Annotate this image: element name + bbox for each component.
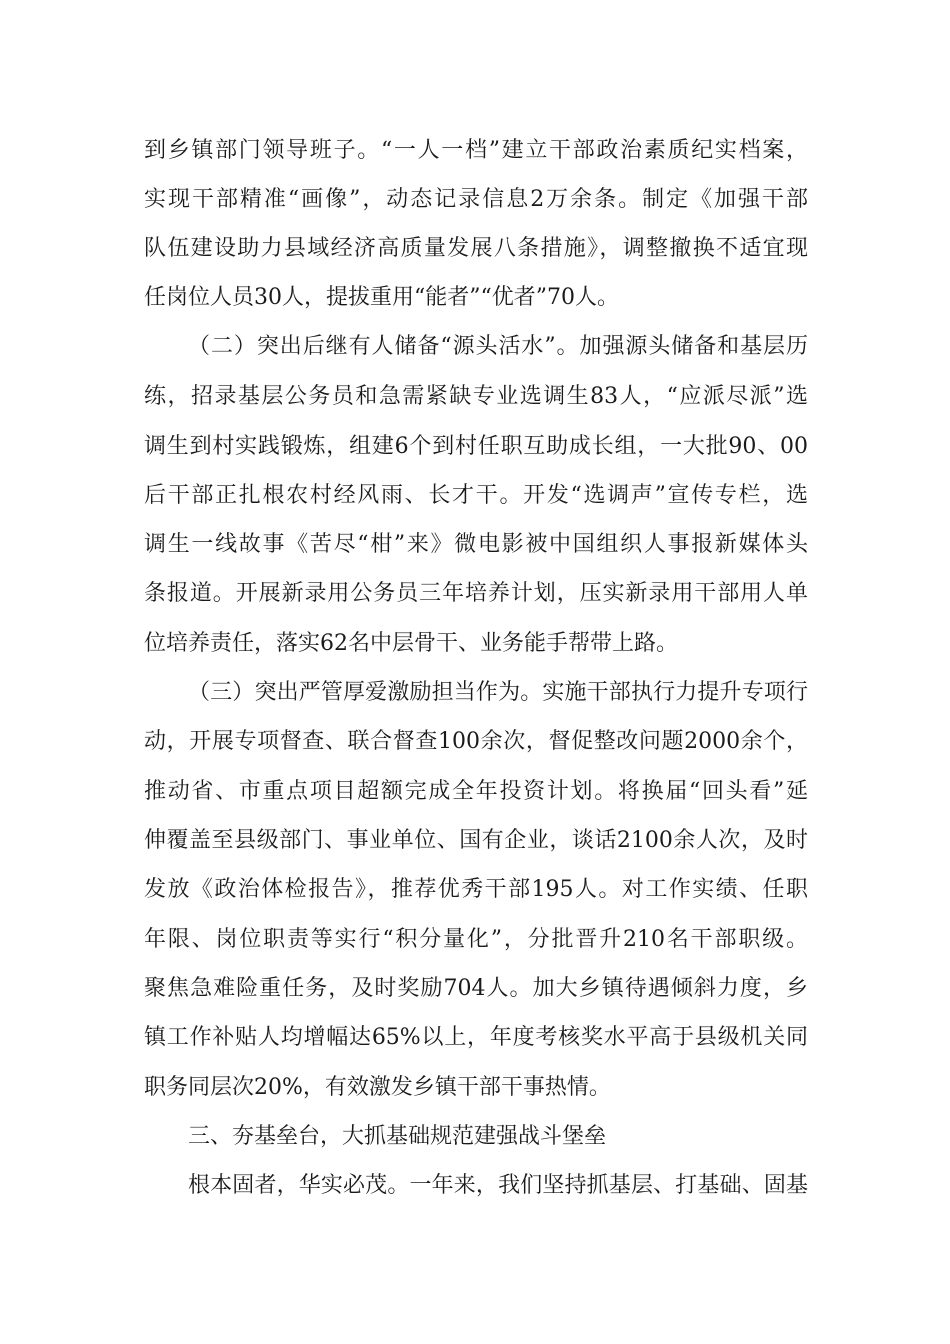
text-line: 条报道。开展新录用公务员三年培养计划，压实新录用干部用人单 [144, 581, 808, 606]
text-line: 职务同层次20%，有效激发乡镇干部干事热情。 [144, 1075, 611, 1100]
text-line: 练，招录基层公务员和急需紧缺专业选调生83人，“应派尽派”选 [144, 384, 808, 409]
paragraph-heading-line: （二）突出后继有人储备“源头活水”。加强源头储备和基层历 [188, 334, 808, 359]
text-line: 任岗位人员30人，提拔重用“能者”“优者”70人。 [144, 285, 619, 310]
paragraph-heading-line: （三）突出严管厚爱激励担当作为。实施干部执行力提升专项行 [188, 680, 808, 705]
text-line: 年限、岗位职责等实行“积分量化”，分批晋升210名干部职级。 [144, 927, 808, 952]
text-line: 实现干部精准“画像”，动态记录信息2万余条。制定《加强干部 [144, 187, 808, 212]
text-line: 推动省、市重点项目超额完成全年投资计划。将换届“回头看”延 [144, 779, 808, 804]
text-line: 动，开展专项督查、联合督查100余次，督促整改问题2000余个， [144, 729, 808, 754]
text-line: 调生到村实践锻炼，组建6个到村任职互助成长组，一大批90、00 [144, 434, 808, 459]
text-line: 伸覆盖至县级部门、事业单位、国有企业，谈话2100余人次，及时 [144, 828, 808, 853]
text-line: 根本固者，华实必茂。一年来，我们坚持抓基层、打基础、固基 [188, 1173, 808, 1198]
text-line: 后干部正扎根农村经风雨、长才干。开发“选调声”宣传专栏，选 [144, 483, 808, 508]
text-line: 发放《政治体检报告》，推荐优秀干部195人。对工作实绩、任职 [144, 877, 808, 902]
text-line: 队伍建设助力县域经济高质量发展八条措施》，调整撤换不适宜现 [144, 236, 808, 261]
text-line: 镇工作补贴人均增幅达65%以上，年度考核奖水平高于县级机关同 [144, 1025, 808, 1050]
text-line: 位培养责任，落实62名中层骨干、业务能手帮带上路。 [144, 631, 678, 656]
text-line: 聚焦急难险重任务，及时奖励704人。加大乡镇待遇倾斜力度，乡 [144, 976, 808, 1001]
text-line: 到乡镇部门领导班子。“一人一档”建立干部政治素质纪实档案， [144, 138, 808, 163]
section-heading: 三、夯基垒台，大抓基础规范建强战斗堡垒 [188, 1124, 607, 1149]
text-line: 调生一线故事《苦尽“柑”来》微电影被中国组织人事报新媒体头 [144, 532, 808, 557]
